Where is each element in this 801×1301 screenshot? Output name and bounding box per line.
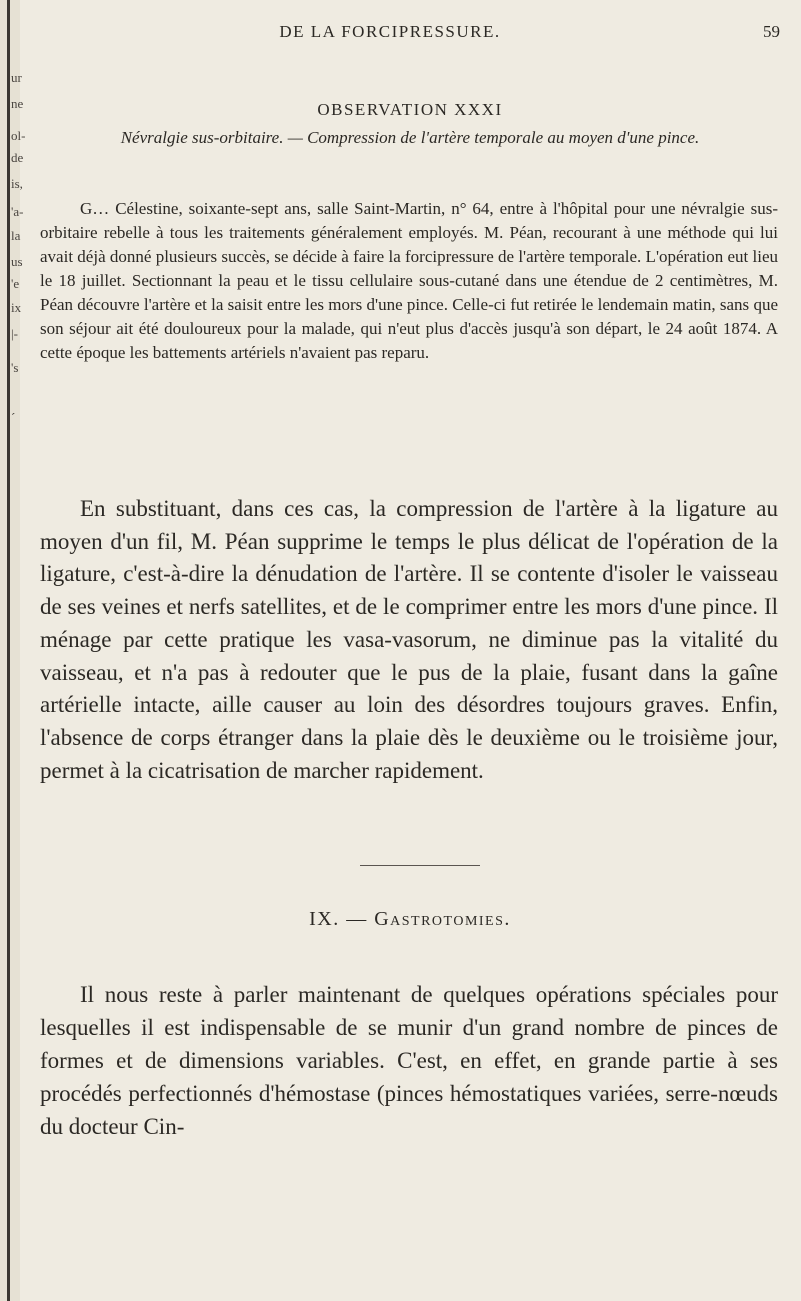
page-number: 59 (763, 22, 780, 41)
section-text: Il nous reste à parler maintenant de quelques opérations spéciales pour lesquelles il est indispensable de se munir d'un grand nombre de pinces de formes et de dimensions variables. C'est, en effet, en grande partie à ses procédés perfectionnés d'hémostase (pinces hémostatiques variées, serre-nœuds du docteur Cin- (40, 982, 778, 1139)
gutter-fragment: 's (11, 360, 19, 375)
binding-line (7, 0, 10, 1301)
main-paragraph: En substituant, dans ces cas, la compression de l'artère à la ligature au moyen d'un fil, M. Péan supprime le temps le plus délicat de l'opération de la ligature, c'est-à-dire la dénudation de l'artère. Il se contente d'isoler le vaisseau de ses veines et nerfs satellites, et de le comprimer entre les mors d'une pince. Il ménage par cette pratique les vasa-vasorum, ne diminue pas la vitalité du vaisseau, et n'a pas à redouter que le pus de la plaie, fusant dans la gaîne artérielle intacte, aille causer au loin des désordres toujours graves. Enfin, l'absence de corps étranger dans la plaie dès le deuxième ou le troisième jour, permet à la cicatrisation de marcher rapidement. (40, 496, 778, 783)
observation-subtitle: Névralgie sus-orbitaire. — Compression de l'artère temporale au moyen d'une pince. (120, 128, 700, 147)
gutter-fragment: us (11, 254, 23, 269)
gutter-fragment: ne (11, 96, 24, 111)
gutter-fragment: ol- (11, 128, 26, 143)
binding-gutter (0, 0, 26, 1301)
gutter-fragment: |- (11, 326, 18, 341)
gutter-fragment: la (11, 228, 21, 243)
running-head (40, 18, 780, 48)
gutter-fragment: is, (11, 176, 23, 191)
running-title: DE LA FORCIPRESSURE. (279, 22, 501, 41)
observation-title: OBSERVATION XXXI (317, 100, 503, 119)
gutter-fragment: de (11, 150, 24, 165)
section-heading: IX. — Gastrotomies. (309, 908, 511, 930)
gutter-fragment: 'e (11, 276, 20, 291)
book-page (40, 0, 780, 1301)
section-divider (360, 865, 480, 866)
observation-text: G… Célestine, soixante-sept ans, salle Saint-Martin, n° 64, entre à l'hôpital pour une névralgie sus-orbitaire rebelle à tous les traitements généralement employés. M. Péan, recourant à une méthode qui lui avait déjà donné plusieurs succès, se décide à faire la forcipressure de l'artère temporale. L'opération eut lieu le 18 juillet. Sectionnant la peau et le tissu cellulaire sous-cutané dans une étendue de 2 centimètres, M. Péan découvre l'artère et la saisit entre les mors d'une pince. Celle-ci fut retirée le lendemain matin, sans que son séjour ait été douloureux pour la malade, qui n'eut plus d'accès jusqu'à son départ, le 24 août 1874. A cette époque les battements artériels n'avaient pas reparu. (40, 199, 778, 362)
gutter-fragment: ´ (11, 410, 16, 425)
gutter-fragment: ur (11, 70, 22, 85)
gutter-fragment: ix (11, 300, 22, 315)
gutter-fragment: 'a- (11, 204, 24, 219)
